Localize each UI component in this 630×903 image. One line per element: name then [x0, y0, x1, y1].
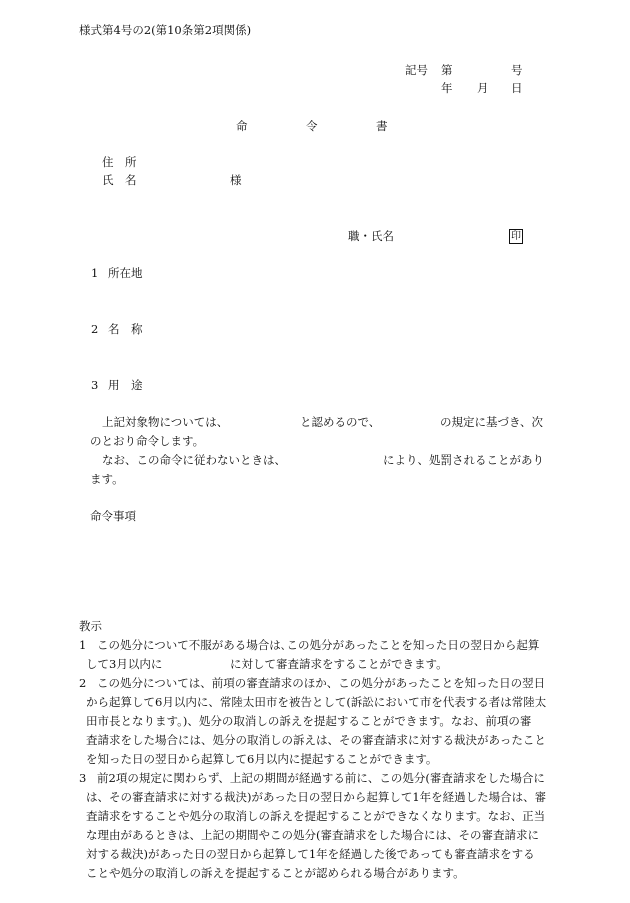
item-label: 用 途: [108, 378, 143, 392]
day-label: 日: [511, 81, 523, 95]
body-text: と認めるので、: [300, 415, 381, 429]
body-text: 上記対象物については、: [102, 415, 229, 429]
address-label: 住 所: [102, 155, 137, 169]
title-char-1: 命: [236, 119, 248, 133]
title-char-3: 書: [376, 119, 388, 133]
body-text: ます。: [90, 472, 124, 486]
body-text: により、処罰されることがあり: [383, 453, 544, 467]
item-num: 2: [91, 322, 99, 336]
instruction-line: 田市長となります。)、処分の取消しの訴えを提起することができます。なお、前項の審: [86, 714, 532, 728]
issuer-label: 職・氏名: [348, 229, 394, 243]
title-char-2: 令: [306, 119, 318, 133]
form-label: 様式第4号の2(第10条第2項関係): [79, 23, 252, 37]
item-label: 名 称: [108, 322, 143, 336]
instruction-line: して3月以内に: [86, 657, 163, 671]
instruction-line: この処分について不服がある場合は､この処分があったことを知った日の翌日から起算: [97, 638, 540, 652]
instruction-line: この処分については、前項の審査請求のほか、この処分があったことを知った日の翌日: [97, 676, 546, 690]
kigo-label: 記号: [405, 63, 428, 77]
instruction-line: な理由があるときは、上記の期間やこの処分(審査請求をした場合には、その審査請求に: [86, 828, 539, 842]
instruction-num: 3: [79, 771, 87, 785]
name-label: 氏 名: [102, 173, 137, 187]
instruction-line: 前2項の規定に関わらず、上記の期間が経過する前に、この処分(審査請求をした場合に: [97, 771, 545, 785]
item-label: 所在地: [108, 266, 143, 280]
instruction-num: 2: [79, 676, 87, 690]
seal-mark: [509, 229, 523, 244]
item-num: 3: [91, 378, 99, 392]
instruction-line: 査請求をした場合には、処分の取消しの訴えは、その審査請求に対する裁決があったこと: [86, 733, 546, 747]
year-label: 年: [441, 81, 453, 95]
order-items-label: 命令事項: [90, 509, 136, 523]
instruction-line: ことや処分の取消しの訴えを提起することが認められる場合があります。: [86, 866, 465, 880]
instruction-line: は、その審査請求に対する裁決)があった日の翌日から起算して1年を経過した場合は、審: [86, 790, 547, 804]
body-text: なお、この命令に従わないときは、: [102, 453, 286, 467]
dai-label: 第: [441, 63, 453, 77]
instruction-line: 対する裁決)があった日の翌日から起算して1年を経過した後であっても審査請求をする: [86, 847, 535, 861]
go-label: 号: [511, 63, 523, 77]
instruction-num: 1: [79, 638, 87, 652]
instruction-heading: 教示: [79, 619, 102, 633]
instruction-line: に対して審査請求をすることができます。: [230, 657, 448, 671]
body-text: のとおり命令します。: [90, 434, 205, 448]
body-text: の規定に基づき、次: [440, 415, 544, 429]
item-num: 1: [91, 266, 99, 280]
seal-icon: 印: [511, 231, 521, 242]
instruction-line: を知った日の翌日から起算して6月以内に提起することができます。: [86, 752, 438, 766]
instruction-line: から起算して6月以内に、常陸太田市を被告として(訴訟において市を代表する者は常陸太: [86, 695, 547, 709]
instruction-line: 査請求をすることや処分の取消しの訴えを提起することができなくなります。なお、正当: [86, 809, 546, 823]
month-label: 月: [477, 81, 489, 95]
honorific: 様: [230, 173, 242, 187]
